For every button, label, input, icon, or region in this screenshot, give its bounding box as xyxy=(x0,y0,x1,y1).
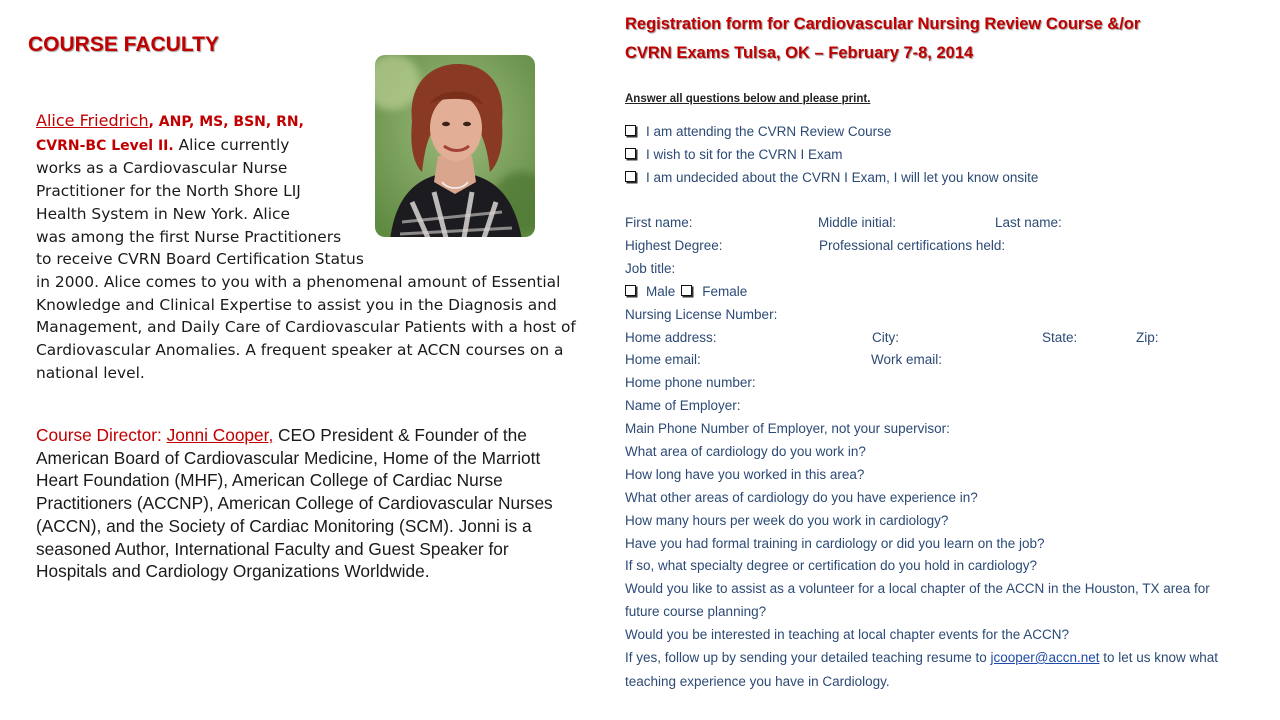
course-director-bio xyxy=(36,424,611,583)
alice-name: Alice Friedrich xyxy=(36,111,149,130)
option-undecided[interactable] xyxy=(625,170,1038,185)
checkbox-icon[interactable] xyxy=(625,285,636,296)
bio-line: Practitioner for the North Shore LIJ xyxy=(36,182,301,201)
bio-line: American Board of Cardiovascular Medicine, Home of the Marriott xyxy=(36,447,541,468)
address-row xyxy=(625,330,1265,348)
home-email-label: Home email: xyxy=(625,352,701,367)
home-phone-label: Home phone number: xyxy=(625,375,756,390)
checkbox-icon[interactable] xyxy=(625,171,636,182)
employer-label: Name of Employer: xyxy=(625,398,741,413)
followup-text: If yes, follow up by sending your detailed teaching resume to xyxy=(625,650,991,665)
bio-line: Practitioners (ACCNP), American College of Cardiovascular Nurses xyxy=(36,493,553,514)
form-title-line2: CVRN Exams Tulsa, OK – February 7-8, 2014 xyxy=(625,44,974,62)
last-name-label: Last name: xyxy=(995,215,1062,230)
question-hours: How many hours per week do you work in cardiology? xyxy=(625,513,949,528)
question-volunteer-cont: future course planning? xyxy=(625,604,767,619)
home-address-label: Home address: xyxy=(625,330,717,345)
question-teaching: Would you be interested in teaching at local chapter events for the ACCN? xyxy=(625,627,1070,642)
question-duration: How long have you worked in this area? xyxy=(625,467,865,482)
bio-line: to receive CVRN Board Certification Status xyxy=(36,250,364,269)
bio-line: Management, and Daily Care of Cardiovascular Patients with a host of xyxy=(36,318,576,337)
certifications-label: Professional certifications held: xyxy=(819,238,1006,253)
female-label: Female xyxy=(702,284,748,299)
gender-row[interactable] xyxy=(625,284,747,299)
email-row xyxy=(625,352,1265,370)
bio-line: in 2000. Alice comes to you with a phenomenal amount of Essential xyxy=(36,272,561,291)
job-title-label: Job title: xyxy=(625,261,676,276)
director-name: Jonni Cooper, xyxy=(166,425,274,445)
bio-line: Health System in New York. Alice xyxy=(36,204,290,223)
alice-credentials: , ANP, MS, BSN, RN, xyxy=(148,114,304,130)
course-director-label: Course Director: xyxy=(36,425,167,445)
bio-text: Alice currently xyxy=(173,135,290,154)
bio-line: seasoned Author, International Faculty and Guest Speaker for xyxy=(36,538,509,559)
bio-line xyxy=(36,424,611,447)
question-specialty: If so, what specialty degree or certification do you hold in cardiology? xyxy=(625,558,1037,573)
bio-line: was among the first Nurse Practitioners xyxy=(36,227,342,246)
degree-row xyxy=(625,238,1265,256)
bio-text: CEO President & Founder of the xyxy=(273,425,527,445)
highest-degree-label: Highest Degree: xyxy=(625,238,723,253)
followup-line xyxy=(625,650,1218,665)
question-training: Have you had formal training in cardiology or did you learn on the job? xyxy=(625,536,1045,551)
option-exam[interactable] xyxy=(625,147,843,162)
alice-credentials-level: CVRN-BC Level II. xyxy=(36,137,174,154)
first-name-label: First name: xyxy=(625,215,693,230)
option-label: I wish to sit for the CVRN I Exam xyxy=(646,147,843,162)
alice-friedrich-bio xyxy=(36,110,606,384)
bio-line: Heart Foundation (MHF), American College of Cardiac Nurse xyxy=(36,470,503,491)
question-volunteer: Would you like to assist as a volunteer for a local chapter of the ACCN in the Houston, TX area for xyxy=(625,581,1210,596)
followup-text: to let us know what xyxy=(1099,650,1219,665)
option-label: I am undecided about the CVRN I Exam, I will let you know onsite xyxy=(646,170,1039,185)
male-label: Male xyxy=(646,284,676,299)
bio-line: national level. xyxy=(36,363,145,382)
state-label: State: xyxy=(1042,330,1078,345)
city-label: City: xyxy=(872,330,899,345)
bio-line: works as a Cardiovascular Nurse xyxy=(36,159,288,178)
option-label: I am attending the CVRN Review Course xyxy=(646,124,892,139)
bio-line xyxy=(36,110,606,134)
bio-line: Knowledge and Clinical Expertise to assist you in the Diagnosis and xyxy=(36,295,557,314)
bio-line xyxy=(36,134,606,158)
name-row xyxy=(625,215,1265,233)
email-link[interactable]: jcooper@accn.net xyxy=(990,650,1100,665)
license-label: Nursing License Number: xyxy=(625,307,778,322)
question-area: What area of cardiology do you work in? xyxy=(625,444,866,459)
option-attending[interactable] xyxy=(625,124,891,139)
employer-phone-label: Main Phone Number of Employer, not your supervisor: xyxy=(625,421,950,436)
bio-line: (ACCN), and the Society of Cardiac Monitoring (SCM). Jonni is a xyxy=(36,515,532,536)
bio-line: Hospitals and Cardiology Organizations Worldwide. xyxy=(36,561,430,582)
course-faculty-heading: COURSE FACULTY xyxy=(28,33,219,56)
bio-line: Cardiovascular Anomalies. A frequent speaker at ACCN courses on a xyxy=(36,341,564,360)
checkbox-icon[interactable] xyxy=(625,148,636,159)
middle-initial-label: Middle initial: xyxy=(818,215,897,230)
checkbox-icon[interactable] xyxy=(625,125,636,136)
form-title-line1: Registration form for Cardiovascular Nursing Review Course &/or xyxy=(625,15,1141,33)
form-instructions: Answer all questions below and please print. xyxy=(625,93,871,105)
checkbox-icon[interactable] xyxy=(681,285,692,296)
question-other-areas: What other areas of cardiology do you have experience in? xyxy=(625,490,978,505)
work-email-label: Work email: xyxy=(871,352,943,367)
zip-label: Zip: xyxy=(1136,330,1159,345)
followup-line2: teaching experience you have in Cardiology. xyxy=(625,674,890,689)
